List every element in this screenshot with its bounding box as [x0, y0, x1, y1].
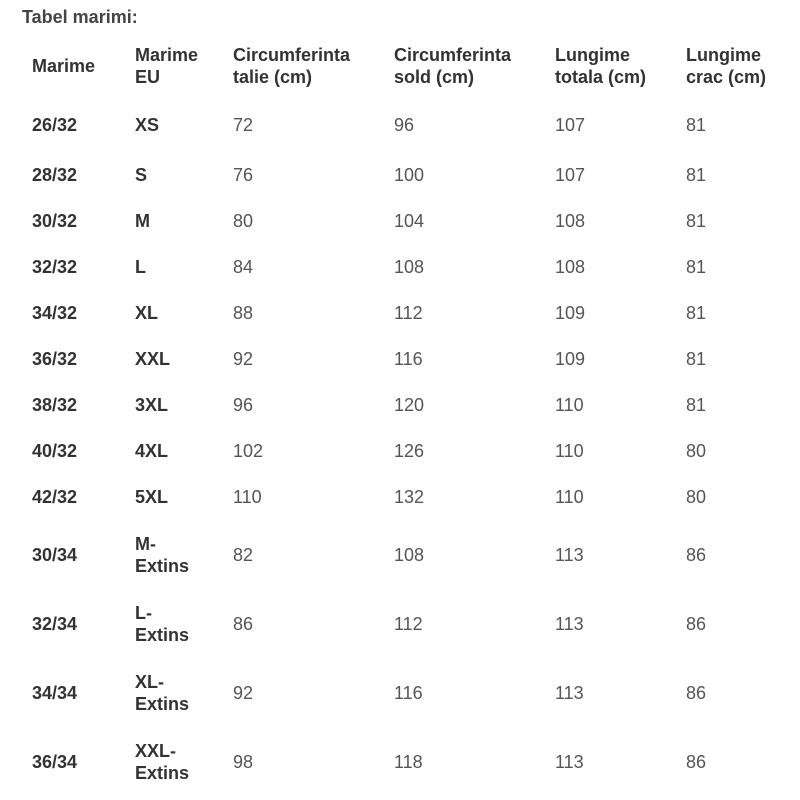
cell-line: Extins: [135, 624, 190, 645]
table-row: [24, 428, 794, 474]
cell-marime-eu: [127, 336, 225, 382]
header-line: Marime: [32, 56, 96, 76]
cell-line: M-: [135, 533, 156, 554]
table-row: [24, 336, 794, 382]
cell-circumferinta-talie: 72: [233, 115, 254, 135]
cell-marime-eu: [127, 428, 225, 474]
header-line: Circumferinta: [233, 45, 351, 65]
cell-lungime-crac: 81: [686, 115, 707, 135]
cell-lungime-totala: 107: [555, 165, 586, 185]
header-marime: [24, 36, 127, 96]
header-line: EU: [135, 67, 161, 87]
cell-marime-eu: [127, 382, 225, 428]
cell-lungime-totala: 110: [555, 441, 584, 461]
cell-marime: 26/32: [32, 115, 78, 135]
cell-lungime-totala: 110: [555, 395, 584, 415]
table-row: [24, 290, 794, 336]
cell-circumferinta-talie: 110: [233, 487, 262, 507]
cell-marime: 30/32: [32, 211, 78, 231]
cell-circumferinta-sold: 132: [394, 487, 425, 507]
cell-marime-eu: [127, 474, 225, 520]
table-header: [24, 36, 794, 96]
cell-marime-eu: [127, 198, 225, 244]
cell-marime-eu: [127, 727, 225, 796]
cell-circumferinta-sold: 120: [394, 395, 425, 415]
table-row: [24, 727, 794, 796]
cell-lungime-crac: 86: [686, 613, 707, 634]
cell-circumferinta-talie: 96: [233, 395, 254, 415]
cell-circumferinta-talie: 80: [233, 211, 254, 231]
cell-marime-eu: [127, 290, 225, 336]
table-row: [24, 589, 794, 658]
cell-marime: 32/34: [32, 613, 78, 634]
header-lungime-totala: [547, 36, 678, 96]
cell-circumferinta-sold: 112: [394, 303, 423, 323]
table-row: [24, 474, 794, 520]
cell-circumferinta-sold: 96: [394, 115, 415, 135]
cell-marime: 34/32: [32, 303, 78, 323]
cell-line: XXL: [135, 349, 171, 369]
cell-circumferinta-sold: 112: [394, 613, 423, 634]
cell-circumferinta-talie: 82: [233, 544, 254, 565]
cell-line: XL: [135, 303, 159, 323]
cell-line: Extins: [135, 693, 190, 714]
cell-marime: 36/32: [32, 349, 78, 369]
table-row: [24, 152, 794, 198]
cell-line: XL-: [135, 671, 164, 692]
cell-lungime-crac: 81: [686, 303, 707, 323]
cell-line: Extins: [135, 762, 190, 783]
cell-marime-eu: [127, 589, 225, 658]
cell-lungime-crac: 80: [686, 441, 707, 461]
cell-circumferinta-talie: 84: [233, 257, 254, 277]
cell-marime: 34/34: [32, 682, 78, 703]
cell-lungime-crac: 86: [686, 751, 707, 772]
table-row: [24, 96, 794, 152]
cell-line: L: [135, 257, 146, 277]
cell-circumferinta-talie: 102: [233, 441, 264, 461]
cell-lungime-crac: 86: [686, 544, 707, 565]
cell-circumferinta-talie: 88: [233, 303, 254, 323]
cell-lungime-totala: 108: [555, 211, 586, 231]
cell-marime: 38/32: [32, 395, 78, 415]
cell-circumferinta-talie: 92: [233, 349, 254, 369]
cell-lungime-totala: 110: [555, 487, 584, 507]
cell-line: L-: [135, 602, 152, 623]
header-line: talie (cm): [233, 67, 313, 87]
header-row: [24, 36, 794, 96]
cell-circumferinta-sold: 104: [394, 211, 425, 231]
cell-lungime-crac: 81: [686, 395, 707, 415]
header-circumferinta-sold: [386, 36, 547, 96]
table-body: [24, 96, 794, 796]
cell-circumferinta-sold: 100: [394, 165, 425, 185]
table-row: [24, 198, 794, 244]
header-line: Circumferinta: [394, 45, 512, 65]
table-row: [24, 244, 794, 290]
cell-line: S: [135, 165, 148, 185]
cell-circumferinta-sold: 108: [394, 257, 425, 277]
cell-line: Extins: [135, 555, 190, 576]
cell-circumferinta-talie: 98: [233, 751, 254, 772]
cell-circumferinta-sold: 118: [394, 751, 423, 772]
cell-circumferinta-talie: 92: [233, 682, 254, 703]
cell-lungime-totala: 113: [555, 751, 584, 772]
cell-lungime-totala: 108: [555, 257, 586, 277]
cell-circumferinta-sold: 108: [394, 544, 425, 565]
cell-circumferinta-sold: 116: [394, 682, 423, 703]
cell-lungime-crac: 81: [686, 257, 707, 277]
cell-lungime-totala: 109: [555, 303, 586, 323]
cell-line: 5XL: [135, 487, 169, 507]
size-chart-table: [24, 36, 794, 796]
cell-marime-eu: [127, 96, 225, 152]
header-line: Lungime: [555, 45, 630, 65]
cell-marime-eu: [127, 658, 225, 727]
header-line: Lungime: [686, 45, 761, 65]
cell-lungime-crac: 81: [686, 211, 707, 231]
cell-lungime-totala: 113: [555, 682, 584, 703]
cell-marime: 32/32: [32, 257, 78, 277]
cell-marime: 40/32: [32, 441, 78, 461]
cell-marime-eu: [127, 244, 225, 290]
header-line: sold (cm): [394, 67, 475, 87]
cell-lungime-totala: 113: [555, 544, 584, 565]
cell-line: XS: [135, 115, 160, 135]
cell-lungime-totala: 107: [555, 115, 586, 135]
cell-circumferinta-talie: 86: [233, 613, 254, 634]
table-title: Tabel marimi:: [22, 7, 138, 27]
cell-lungime-crac: 80: [686, 487, 707, 507]
cell-line: 4XL: [135, 441, 169, 461]
table-row: [24, 658, 794, 727]
table-row: [24, 382, 794, 428]
cell-marime-eu: [127, 520, 225, 589]
cell-line: 3XL: [135, 395, 169, 415]
cell-line: M: [135, 211, 150, 231]
cell-lungime-totala: 113: [555, 613, 584, 634]
header-line: crac (cm): [686, 67, 767, 87]
cell-lungime-crac: 81: [686, 349, 707, 369]
cell-marime: 28/32: [32, 165, 78, 185]
cell-marime-eu: [127, 152, 225, 198]
header-lungime-crac: [678, 36, 794, 96]
header-marime-eu: [127, 36, 225, 96]
cell-line: XXL-: [135, 740, 177, 761]
cell-circumferinta-talie: 76: [233, 165, 254, 185]
cell-lungime-totala: 109: [555, 349, 586, 369]
cell-marime: 30/34: [32, 544, 78, 565]
table-row: [24, 520, 794, 589]
header-circumferinta-talie: [225, 36, 386, 96]
cell-circumferinta-sold: 116: [394, 349, 423, 369]
cell-marime: 42/32: [32, 487, 78, 507]
cell-marime: 36/34: [32, 751, 78, 772]
header-line: Marime: [135, 45, 199, 65]
cell-lungime-crac: 86: [686, 682, 707, 703]
cell-lungime-crac: 81: [686, 165, 707, 185]
cell-circumferinta-sold: 126: [394, 441, 425, 461]
header-line: totala (cm): [555, 67, 647, 87]
